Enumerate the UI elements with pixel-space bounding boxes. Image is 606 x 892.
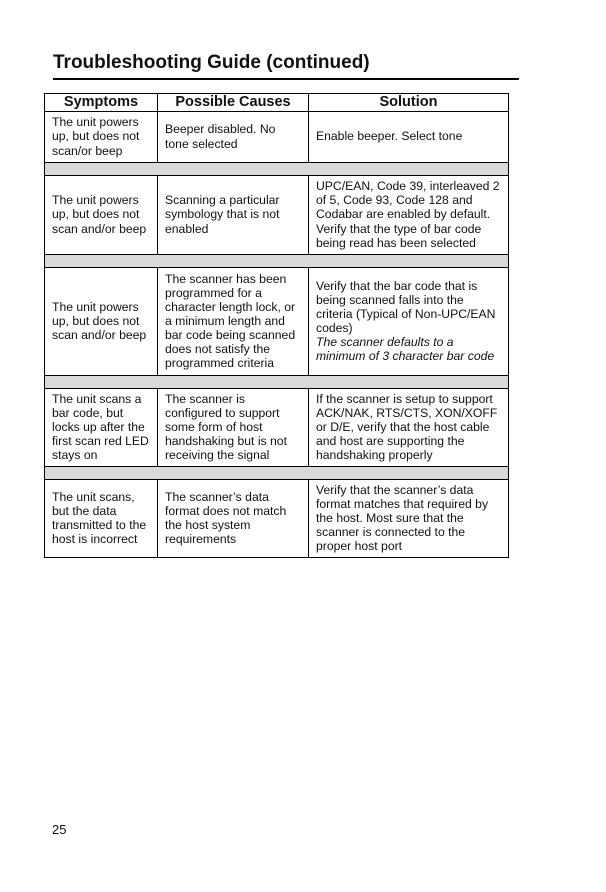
table-row xyxy=(45,480,509,558)
header-possible-causes: Possible Causes xyxy=(158,94,309,112)
row-separator xyxy=(45,467,509,480)
solution-cell: Verify that the scanner’s data format matches that required by the host. Most sure that the scanner is connected to the proper host port xyxy=(309,480,509,558)
symptom-cell: The unit powers up, but does not scan/or beep xyxy=(45,112,158,163)
cause-cell: The scanner has been programmed for a character length lock, or a minimum length and bar code being scanned does not satisfy the programmed criteria xyxy=(158,268,309,376)
solution-text: Verify that the bar code that is being scanned falls into the criteria (Typical of Non-UPC/EAN codes) xyxy=(316,278,496,335)
row-separator xyxy=(45,255,509,268)
solution-cell xyxy=(309,268,509,376)
table-row xyxy=(45,176,509,255)
symptom-cell: The unit powers up, but does not scan and/or beep xyxy=(45,176,158,255)
table-row xyxy=(45,389,509,467)
page-number: 25 xyxy=(52,822,67,837)
table-row xyxy=(45,268,509,376)
solution-cell: If the scanner is setup to support ACK/NAK, RTS/CTS, XON/XOFF or D/E, verify that the host cable and host are supporting the handshaking properly xyxy=(309,389,509,467)
page-title: Troubleshooting Guide (continued) xyxy=(53,52,519,80)
cause-cell: Scanning a particular symbology that is not enabled xyxy=(158,176,309,255)
solution-note: The scanner defaults to a minimum of 3 character bar code xyxy=(316,335,495,364)
symptom-cell: The unit scans, but the data transmitted to the host is incorrect xyxy=(45,480,158,558)
cause-cell: The scanner is configured to support some form of host handshaking but is not receiving the signal xyxy=(158,389,309,467)
row-separator xyxy=(45,376,509,389)
row-separator xyxy=(45,163,509,176)
header-symptoms: Symptoms xyxy=(45,94,158,112)
cause-cell: Beeper disabled. No tone selected xyxy=(158,112,309,163)
symptom-cell: The unit scans a bar code, but locks up after the first scan red LED stays on xyxy=(45,389,158,467)
cause-cell: The scanner’s data format does not match the host system requirements xyxy=(158,480,309,558)
solution-cell: UPC/EAN, Code 39, interleaved 2 of 5, Code 93, Code 128 and Codabar are enabled by default. Verify that the type of bar code being read has been selected xyxy=(309,176,509,255)
table-row xyxy=(45,112,509,163)
symptom-cell: The unit powers up, but does not scan and/or beep xyxy=(45,268,158,376)
table-header-row xyxy=(45,94,509,112)
troubleshooting-table xyxy=(44,93,509,558)
header-solution: Solution xyxy=(309,94,509,112)
solution-cell: Enable beeper. Select tone xyxy=(309,112,509,163)
